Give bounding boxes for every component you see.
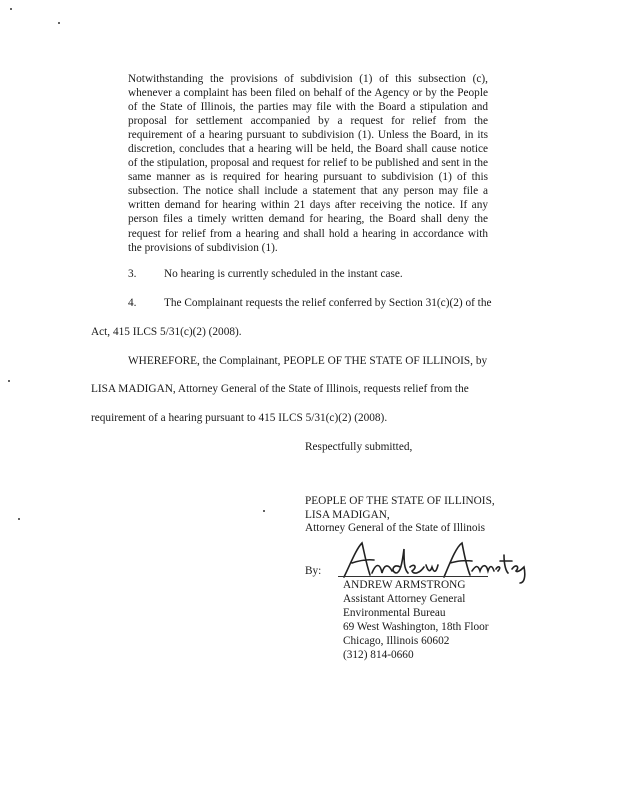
party-block xyxy=(305,495,495,536)
signer-address-line-2: Chicago, Illinois 60602 xyxy=(343,635,450,648)
paragraph-3-number: 3. xyxy=(128,268,137,280)
paragraph-4-text: The Complainant requests the relief conferred by Section 31(c)(2) of the xyxy=(164,297,492,309)
signer-title: Assistant Attorney General xyxy=(343,593,466,606)
scan-speck xyxy=(8,380,10,382)
paragraph-3-text: No hearing is currently scheduled in the instant case. xyxy=(164,268,403,280)
closing: Respectfully submitted, xyxy=(305,441,413,453)
signer-contact-block xyxy=(343,578,489,662)
quoted-statutory-provision: Notwithstanding the provisions of subdivision (1) of this subsection (c), whenever a complaint has been filed on behalf of the Agency or by the People of the State of Illinois, the parties may file with the Board a stipulation and proposal for settlement accompanied by a request for relief from the requirement of a hearing pursuant to subdivision (1). Unless the Board, in its discretion, concludes that a hearing will be held, the Board shall cause notice of the stipulation, proposal and request for relief to be published and sent in the same manner as is required for hearing pursuant to subdivision (1) of this subsection. The notice shall include a statement that any person may file a written demand for hearing within 21 days after receiving the notice. If any person files a timely written demand for hearing, the Board shall deny the request for relief from a hearing and shall hold a hearing in accordance with the provisions of subdivision (1). xyxy=(128,73,488,254)
paragraph-3 xyxy=(128,268,403,280)
wherefore-line-1: WHEREFORE, the Complainant, PEOPLE OF THE STATE OF ILLINOIS, by xyxy=(128,355,488,367)
scan-speck xyxy=(263,510,265,512)
signer-name: ANDREW ARMSTRONG xyxy=(343,579,466,591)
attorney-general-name: LISA MADIGAN, xyxy=(305,508,390,521)
scan-speck xyxy=(10,8,12,10)
signer-phone: (312) 814-0660 xyxy=(343,649,414,662)
paragraph-4 xyxy=(128,297,492,309)
paragraph-4-continuation: Act, 415 ILCS 5/31(c)(2) (2008). xyxy=(91,326,242,338)
paragraph-4-number: 4. xyxy=(128,297,137,309)
wherefore-line-2: LISA MADIGAN, Attorney General of the State of Illinois, requests relief from the xyxy=(91,383,469,395)
attorney-general-title: Attorney General of the State of Illinois xyxy=(305,522,486,534)
by-label: By: xyxy=(305,565,322,577)
wherefore-line-3: requirement of a hearing pursuant to 415 ILCS 5/31(c)(2) (2008). xyxy=(91,412,388,424)
scan-speck xyxy=(58,22,60,24)
signer-bureau: Environmental Bureau xyxy=(343,607,446,620)
signer-address-line-1: 69 West Washington, 18th Floor xyxy=(343,621,489,634)
signature-line xyxy=(338,576,488,577)
scan-speck xyxy=(18,518,20,520)
party-name: PEOPLE OF THE STATE OF ILLINOIS, xyxy=(305,495,495,507)
